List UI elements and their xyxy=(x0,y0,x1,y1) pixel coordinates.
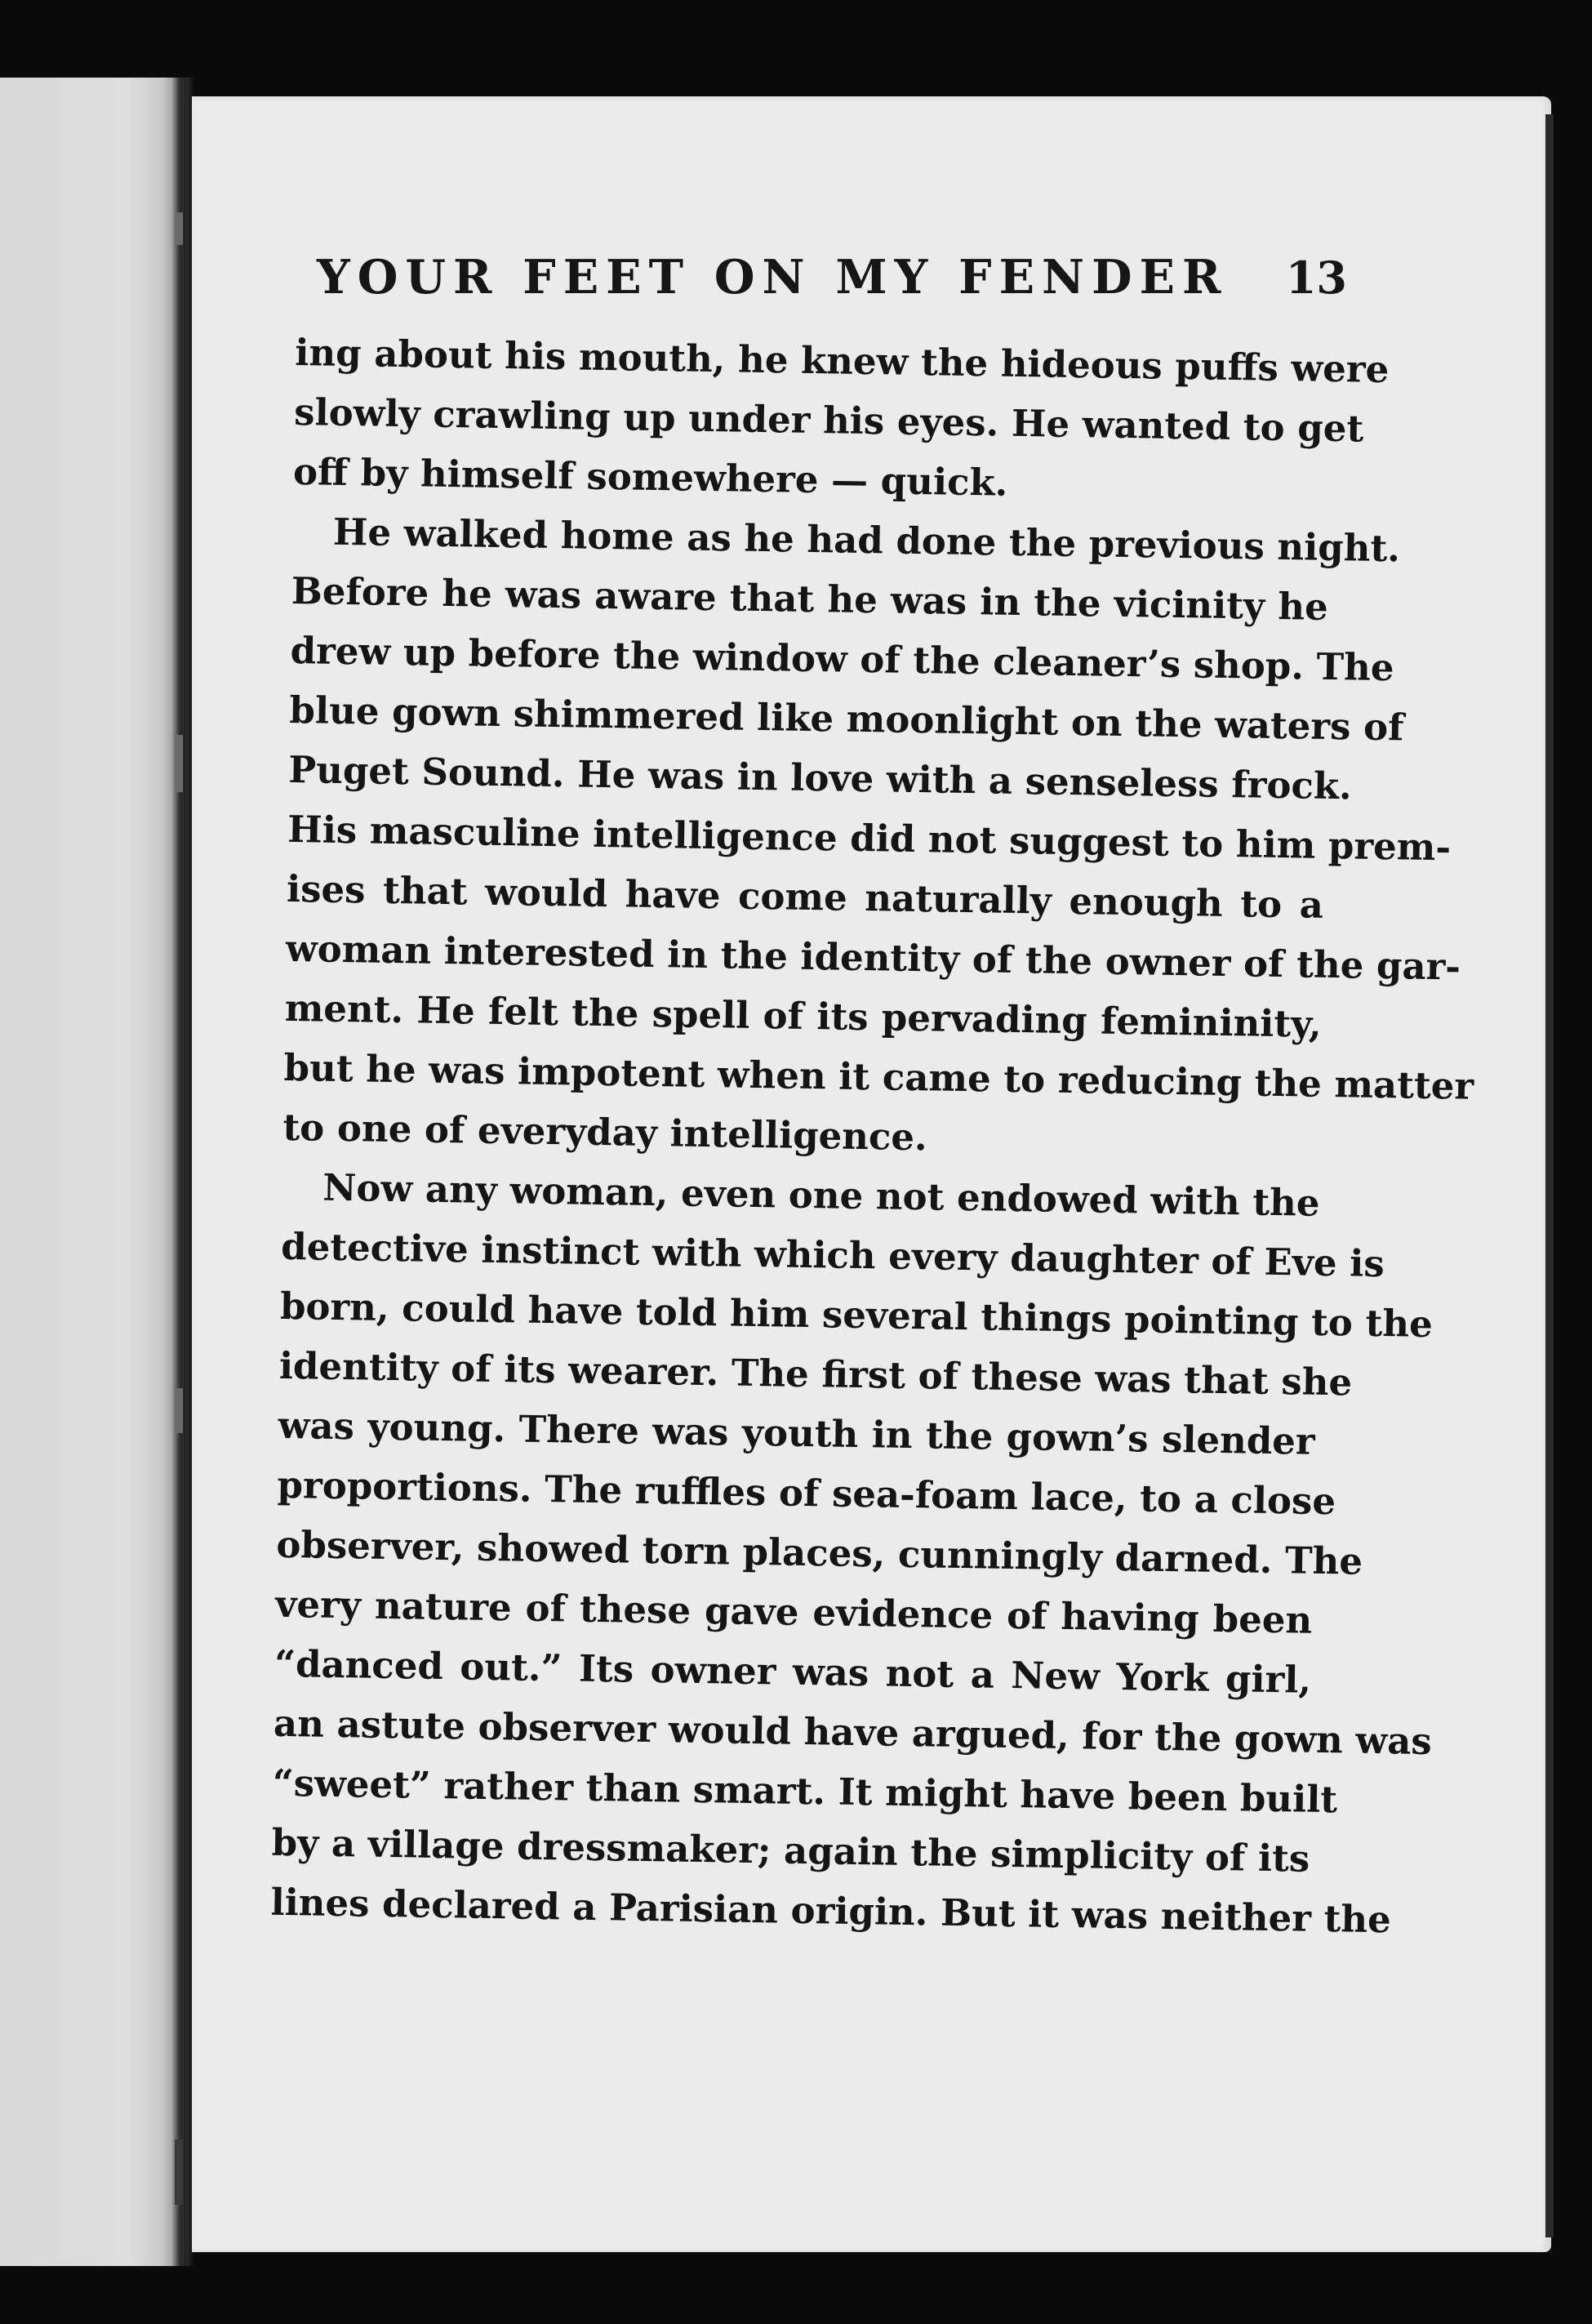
text-line: identity of its wearer. The first of these was that she xyxy=(278,1343,1353,1405)
text-line: was young. There was youth in the gown’s slender xyxy=(278,1403,1316,1463)
text-line: very nature of these gave evidence of having been xyxy=(274,1582,1313,1642)
text-line: but he was impotent when it came to reducing the matter xyxy=(283,1045,1474,1108)
text-line: blue gown shimmered like moonlight on the waters of xyxy=(289,688,1404,750)
spine-mark xyxy=(175,212,183,245)
text-line: “danced out.” Its owner was not a New York girl, xyxy=(273,1641,1312,1702)
text-line: detective instinct with which every daughter of Eve is xyxy=(280,1224,1385,1286)
text-line: Now any woman, even one not endowed with the xyxy=(322,1165,1320,1225)
text-line: off by himself somewhere — quick. xyxy=(292,449,1008,505)
running-title: YOUR FEET ON MY FENDER xyxy=(317,250,1229,305)
page-text-body xyxy=(270,323,1474,1948)
text-line: woman interested in the identity of the owner of the gar- xyxy=(285,926,1461,989)
running-head xyxy=(317,245,1347,310)
text-line: Puget Sound. He was in love with a senseless frock. xyxy=(287,747,1353,808)
page-edge-shadow xyxy=(1545,114,1554,2237)
text-line: an astute observer would have argued, for the gown was xyxy=(273,1701,1433,1764)
page-number: 13 xyxy=(1285,252,1347,304)
text-line: lines declared a Parisian origin. But it was neither the xyxy=(270,1880,1392,1942)
spine-mark xyxy=(175,2139,183,2205)
text-line: Before he was aware that he was in the vicinity he xyxy=(291,568,1329,629)
text-line: proportions. The ruffles of sea-foam lace, to a close xyxy=(277,1463,1336,1524)
text-line: “sweet” rather than smart. It might have been built xyxy=(272,1761,1338,1822)
left-page-edge xyxy=(0,78,184,2266)
text-line: slowly crawling up under his eyes. He wanted to get xyxy=(293,390,1364,451)
text-line: His masculine intelligence did not suggest to him prem- xyxy=(287,807,1452,870)
text-line: He walked home as he had done the previous night. xyxy=(332,510,1401,571)
text-line: ises that would have come naturally enough to a xyxy=(286,866,1324,927)
text-line: born, could have told him several things pointing to the xyxy=(279,1284,1434,1347)
text-line: drew up before the window of the cleaner’s shop. The xyxy=(290,628,1394,690)
spine-mark xyxy=(175,1388,183,1433)
text-line: to one of everyday intelligence. xyxy=(282,1105,928,1160)
book-spine-shadow xyxy=(171,78,194,2266)
text-line: ing about his mouth, he knew the hideous puffs were xyxy=(295,330,1390,392)
text-line: by a village dressmaker; again the simplicity of its xyxy=(271,1820,1310,1881)
spine-mark xyxy=(175,735,183,792)
text-line: observer, showed torn places, cunningly darned. The xyxy=(276,1522,1363,1583)
text-line: ment. He felt the spell of its pervading femininity, xyxy=(284,986,1323,1046)
